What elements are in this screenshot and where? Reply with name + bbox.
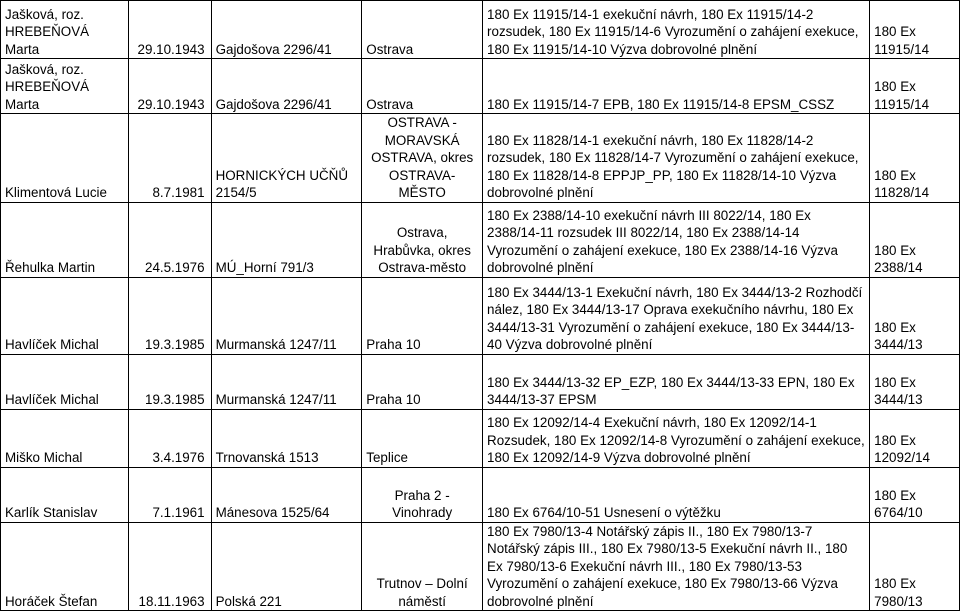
documents-cell: 180 Ex 11828/14-1 exekuční návrh, 180 Ex 11828/14-2 rozsudek, 180 Ex 11828/14-7 Vyrozumění o zahájení exekuce, 180 Ex 11828/14-8 EPPJP_PP, 180 Ex 11828/14-10 Výzva dobrovolné plnění (483, 114, 870, 203)
documents-cell: 180 Ex 11915/14-7 EPB, 180 Ex 11915/14-8 EPSM_CSSZ (483, 59, 870, 114)
documents-cell: 180 Ex 7980/13-4 Notářský zápis II., 180 Ex 7980/13-7 Notářský zápis III., 180 Ex 7980/13-5 Exekuční návrh II., 180 Ex 7980/13-6 Exekuční návrh III., 180 Ex 7980/13-53 Vyrozumění o zahájení exekuce, 180 Ex 7980/13-66 Výzva dobrovolné plnění (483, 522, 870, 611)
birth-date-cell: 7.1.1961 (129, 467, 212, 522)
table-row (1, 59, 960, 114)
case-number-cell: 180 Ex 11915/14 (870, 59, 960, 114)
documents-cell: 180 Ex 3444/13-32 EP_EZP, 180 Ex 3444/13-33 EPN, 180 Ex 3444/13-37 EPSM (483, 354, 870, 409)
city-cell: Ostrava (362, 1, 483, 59)
case-number-cell: 180 Ex 11828/14 (870, 114, 960, 203)
table-row (1, 202, 960, 277)
table-row (1, 1, 960, 59)
table-row (1, 277, 960, 354)
birth-date-cell: 29.10.1943 (129, 59, 212, 114)
address-cell: Polská 221 (211, 522, 362, 611)
birth-date-cell: 24.5.1976 (129, 202, 212, 277)
case-number-cell: 180 Ex 6764/10 (870, 467, 960, 522)
documents-cell: 180 Ex 2388/14-10 exekuční návrh III 8022/14, 180 Ex 2388/14-11 rozsudek III 8022/14, 180 Ex 2388/14-14 Vyrozumění o zahájení exekuce, 180 Ex 2388/14-16 Výzva dobrovolné plnění (483, 202, 870, 277)
birth-date-cell: 3.4.1976 (129, 409, 212, 467)
city-cell: Trutnov – Dolní náměstí (362, 522, 483, 611)
table-row (1, 354, 960, 409)
address-cell: MÚ_Horní 791/3 (211, 202, 362, 277)
documents-cell: 180 Ex 6764/10-51 Usnesení o výtěžku (483, 467, 870, 522)
city-cell: OSTRAVA - MORAVSKÁ OSTRAVA, okres OSTRAVA-MĚSTO (362, 114, 483, 203)
name-cell: Karlík Stanislav (1, 467, 129, 522)
birth-date-cell: 19.3.1985 (129, 277, 212, 354)
city-cell: Ostrava, Hrabůvka, okres Ostrava-město (362, 202, 483, 277)
table-row (1, 409, 960, 467)
name-cell: Jašková, roz. HREBEŇOVÁ Marta (1, 1, 129, 59)
name-cell: Řehulka Martin (1, 202, 129, 277)
address-cell: Murmanská 1247/11 (211, 277, 362, 354)
name-cell: Havlíček Michal (1, 277, 129, 354)
address-cell: HORNICKÝCH UČŇŮ 2154/5 (211, 114, 362, 203)
address-cell: Trnovanská 1513 (211, 409, 362, 467)
city-cell: Praha 10 (362, 354, 483, 409)
case-number-cell: 180 Ex 7980/13 (870, 522, 960, 611)
case-number-cell: 180 Ex 11915/14 (870, 1, 960, 59)
birth-date-cell: 8.7.1981 (129, 114, 212, 203)
city-cell: Praha 10 (362, 277, 483, 354)
case-number-cell: 180 Ex 12092/14 (870, 409, 960, 467)
name-cell: Miško Michal (1, 409, 129, 467)
city-cell: Praha 2 - Vinohrady (362, 467, 483, 522)
address-cell: Murmanská 1247/11 (211, 354, 362, 409)
documents-cell: 180 Ex 12092/14-4 Exekuční návrh, 180 Ex 12092/14-1 Rozsudek, 180 Ex 12092/14-8 Vyrozumění o zahájení exekuce, 180 Ex 12092/14-9 Výzva dobrovolné plnění (483, 409, 870, 467)
name-cell: Horáček Štefan (1, 522, 129, 611)
documents-cell: 180 Ex 11915/14-1 exekuční návrh, 180 Ex 11915/14-2 rozsudek, 180 Ex 11915/14-6 Vyrozumění o zahájení exekuce, 180 Ex 11915/14-10 Výzva dobrovolné plnění (483, 1, 870, 59)
name-cell: Jašková, roz. HREBEŇOVÁ Marta (1, 59, 129, 114)
birth-date-cell: 29.10.1943 (129, 1, 212, 59)
documents-cell: 180 Ex 3444/13-1 Exekuční návrh, 180 Ex 3444/13-2 Rozhodčí nález, 180 Ex 3444/13-17 Oprava exekučního návrhu, 180 Ex 3444/13-31 Vyrozumění o zahájení exekuce, 180 Ex 3444/13-40 Výzva dobrovolné plnění (483, 277, 870, 354)
table-row (1, 114, 960, 203)
case-number-cell: 180 Ex 2388/14 (870, 202, 960, 277)
name-cell: Klimentová Lucie (1, 114, 129, 203)
table-row (1, 467, 960, 522)
birth-date-cell: 19.3.1985 (129, 354, 212, 409)
city-cell: Ostrava (362, 59, 483, 114)
address-cell: Mánesova 1525/64 (211, 467, 362, 522)
birth-date-cell: 18.11.1963 (129, 522, 212, 611)
case-number-cell: 180 Ex 3444/13 (870, 354, 960, 409)
name-cell: Havlíček Michal (1, 354, 129, 409)
address-cell: Gajdošova 2296/41 (211, 59, 362, 114)
table-row (1, 522, 960, 611)
address-cell: Gajdošova 2296/41 (211, 1, 362, 59)
case-number-cell: 180 Ex 3444/13 (870, 277, 960, 354)
city-cell: Teplice (362, 409, 483, 467)
